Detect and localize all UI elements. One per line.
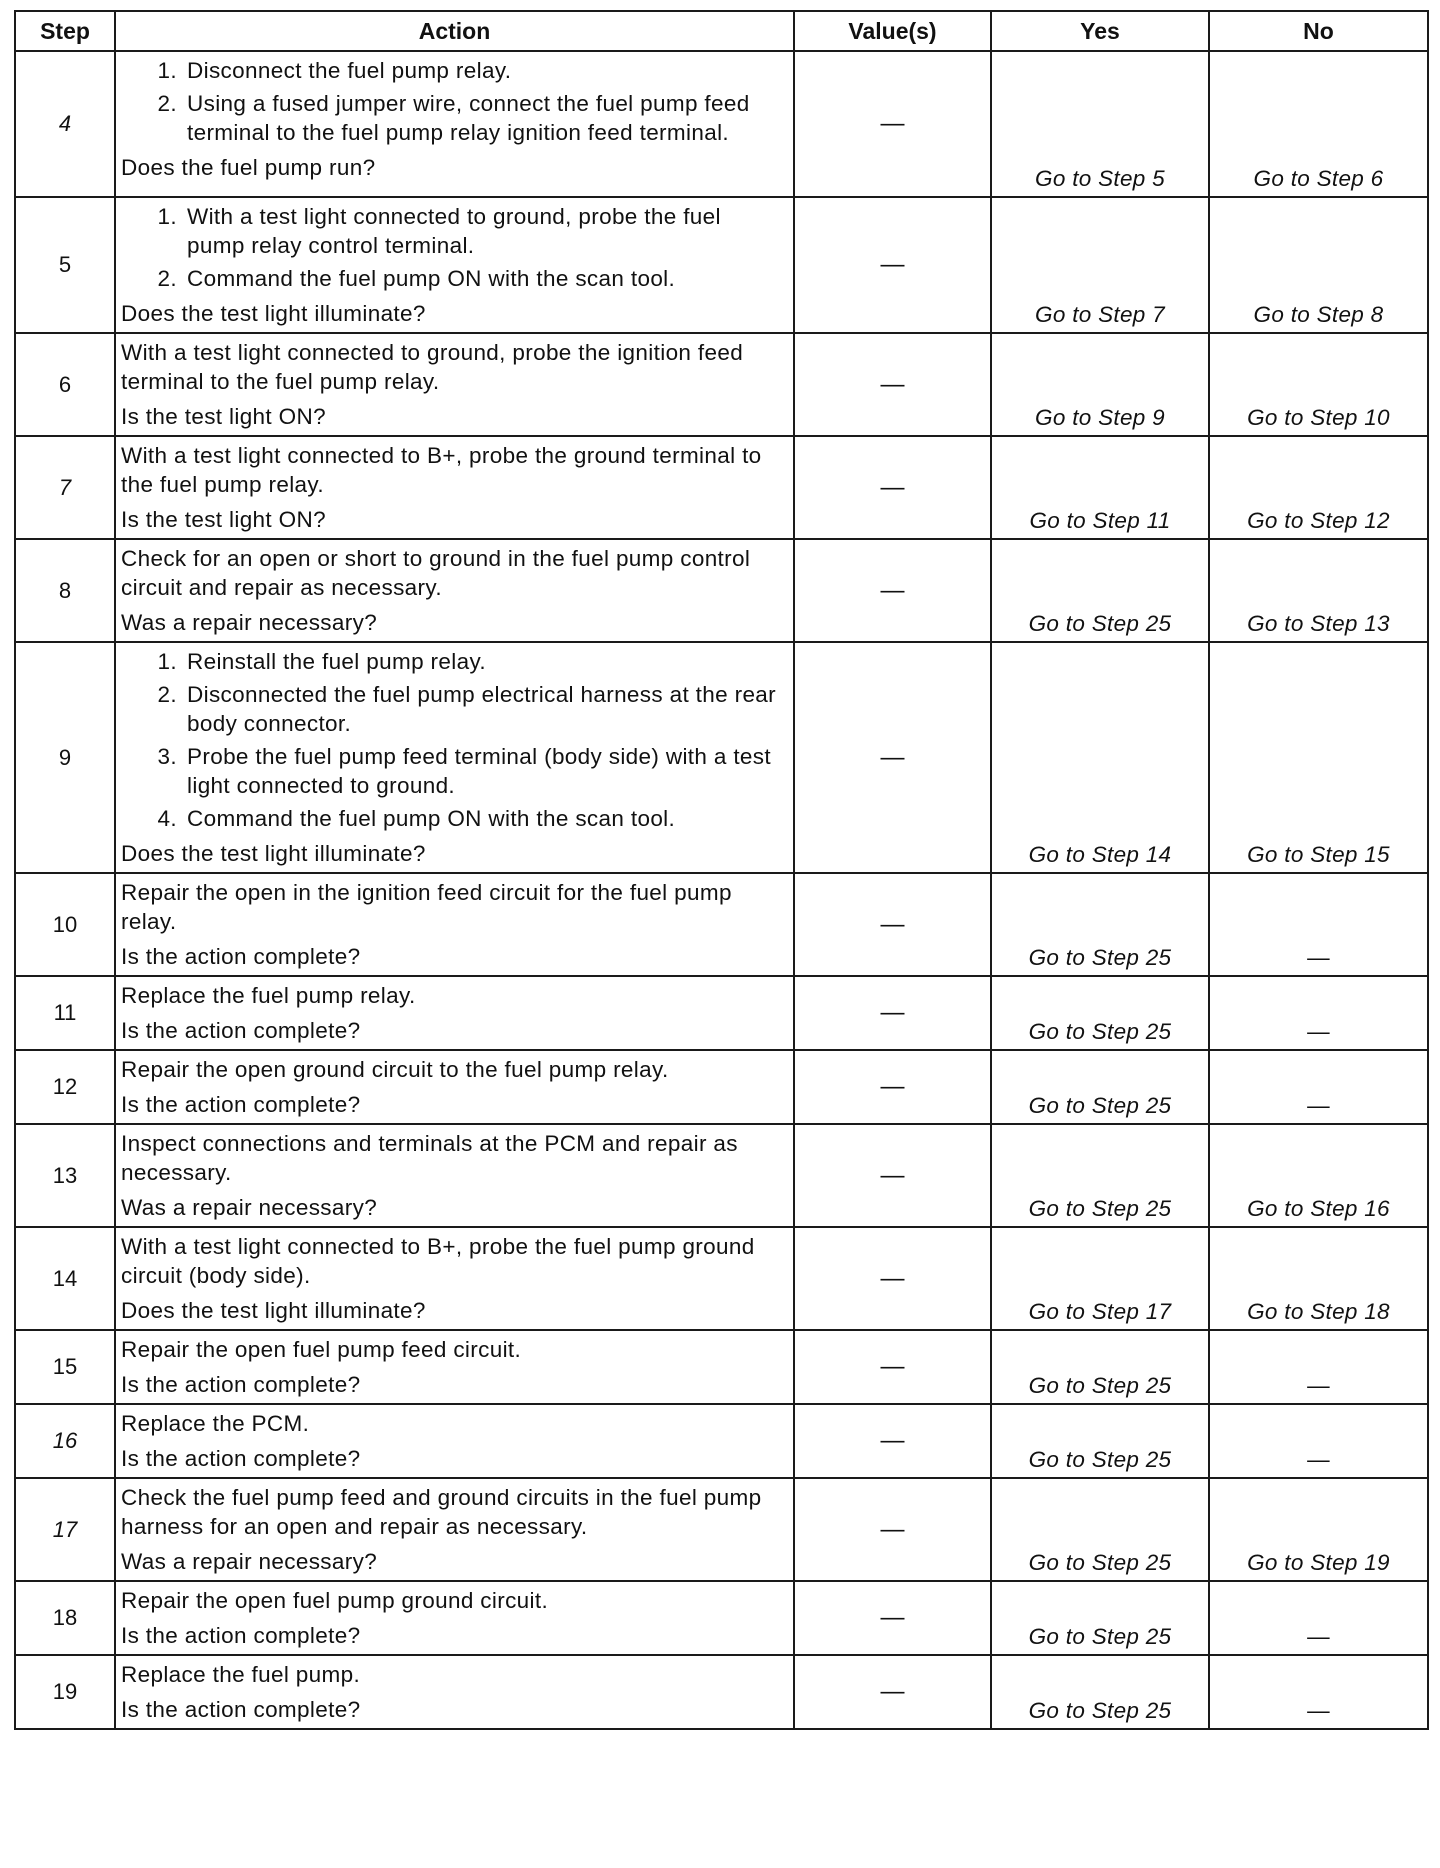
step-number: 18	[15, 1581, 115, 1655]
no-cell: —	[1209, 1581, 1428, 1655]
no-cell: Go to Step 6	[1209, 51, 1428, 197]
action-text: Repair the open ground circuit to the fuel pump relay.	[121, 1057, 669, 1082]
action-step-number: 2.	[157, 682, 177, 707]
action-text: With a test light connected to B+, probe the fuel pump ground circuit (body side).	[121, 1234, 755, 1288]
action-step-text: Reinstall the fuel pump relay.	[187, 649, 486, 674]
action-step-item	[121, 89, 783, 147]
table-row	[15, 1227, 1428, 1330]
value-cell: —	[794, 51, 991, 197]
no-cell: Go to Step 16	[1209, 1124, 1428, 1227]
value-cell: —	[794, 1124, 991, 1227]
table-row	[15, 1124, 1428, 1227]
table-row	[15, 333, 1428, 436]
action-step-item	[121, 264, 783, 293]
action-cell	[115, 642, 794, 873]
no-cell: —	[1209, 1050, 1428, 1124]
action-step-number: 2.	[157, 266, 177, 291]
action-text: Replace the fuel pump relay.	[121, 983, 416, 1008]
action-step-item	[121, 804, 783, 833]
action-text: Repair the open fuel pump ground circuit.	[121, 1588, 549, 1613]
action-step-item	[121, 647, 783, 676]
yes-cell: Go to Step 25	[991, 1404, 1209, 1478]
action-cell	[115, 976, 794, 1050]
action-step-item	[121, 742, 783, 800]
value-cell: —	[794, 976, 991, 1050]
action-question: Is the test light ON?	[121, 404, 326, 429]
action-question: Is the action complete?	[121, 1092, 361, 1117]
yes-cell: Go to Step 25	[991, 873, 1209, 976]
step-number: 8	[15, 539, 115, 642]
action-question: Is the test light ON?	[121, 507, 326, 532]
action-question: Is the action complete?	[121, 1018, 361, 1043]
action-cell	[115, 539, 794, 642]
yes-cell: Go to Step 25	[991, 1478, 1209, 1581]
yes-cell: Go to Step 25	[991, 1330, 1209, 1404]
action-step-text: With a test light connected to ground, probe the fuel pump relay control terminal.	[187, 204, 721, 258]
action-cell	[115, 1404, 794, 1478]
step-number: 14	[15, 1227, 115, 1330]
yes-cell: Go to Step 17	[991, 1227, 1209, 1330]
table-body	[15, 51, 1428, 1729]
action-step-text: Using a fused jumper wire, connect the fuel pump feed terminal to the fuel pump relay ignition feed terminal.	[187, 91, 750, 145]
no-cell: Go to Step 15	[1209, 642, 1428, 873]
table-row	[15, 1581, 1428, 1655]
table-row	[15, 1478, 1428, 1581]
header-step: Step	[15, 11, 115, 51]
action-question: Is the action complete?	[121, 1623, 361, 1648]
no-cell: —	[1209, 1330, 1428, 1404]
action-step-item	[121, 56, 783, 85]
step-number: 12	[15, 1050, 115, 1124]
header-no: No	[1209, 11, 1428, 51]
table-row	[15, 1404, 1428, 1478]
action-cell	[115, 197, 794, 333]
value-cell: —	[794, 539, 991, 642]
no-cell: Go to Step 12	[1209, 436, 1428, 539]
no-cell: Go to Step 10	[1209, 333, 1428, 436]
action-step-number: 1.	[157, 649, 177, 674]
no-cell: Go to Step 18	[1209, 1227, 1428, 1330]
action-cell	[115, 873, 794, 976]
action-text: Check for an open or short to ground in the fuel pump control circuit and repair as necessary.	[121, 546, 751, 600]
action-question: Does the test light illuminate?	[121, 841, 426, 866]
yes-cell: Go to Step 7	[991, 197, 1209, 333]
action-cell	[115, 333, 794, 436]
action-cell	[115, 1478, 794, 1581]
yes-cell: Go to Step 25	[991, 976, 1209, 1050]
header-yes: Yes	[991, 11, 1209, 51]
action-question: Is the action complete?	[121, 1697, 361, 1722]
action-question: Was a repair necessary?	[121, 1549, 378, 1574]
no-cell: —	[1209, 873, 1428, 976]
step-number: 7	[15, 436, 115, 539]
value-cell: —	[794, 1655, 991, 1729]
action-step-text: Probe the fuel pump feed terminal (body side) with a test light connected to ground.	[187, 744, 771, 798]
action-question: Was a repair necessary?	[121, 610, 378, 635]
step-number: 13	[15, 1124, 115, 1227]
table-row	[15, 1050, 1428, 1124]
yes-cell: Go to Step 5	[991, 51, 1209, 197]
action-step-text: Command the fuel pump ON with the scan tool.	[187, 806, 676, 831]
action-text: With a test light connected to ground, probe the ignition feed terminal to the fuel pump relay.	[121, 340, 744, 394]
action-step-text: Command the fuel pump ON with the scan tool.	[187, 266, 676, 291]
table-header-row	[15, 11, 1428, 51]
action-text: Repair the open in the ignition feed circuit for the fuel pump relay.	[121, 880, 732, 934]
action-question: Was a repair necessary?	[121, 1195, 378, 1220]
action-cell	[115, 1581, 794, 1655]
action-question: Is the action complete?	[121, 1446, 361, 1471]
action-step-number: 1.	[157, 58, 177, 83]
action-step-text: Disconnect the fuel pump relay.	[187, 58, 512, 83]
value-cell: —	[794, 642, 991, 873]
action-question: Does the fuel pump run?	[121, 155, 376, 180]
action-step-item	[121, 202, 783, 260]
value-cell: —	[794, 1330, 991, 1404]
table-row	[15, 642, 1428, 873]
table-row	[15, 1655, 1428, 1729]
step-number: 17	[15, 1478, 115, 1581]
value-cell: —	[794, 1404, 991, 1478]
yes-cell: Go to Step 25	[991, 1050, 1209, 1124]
value-cell: —	[794, 436, 991, 539]
value-cell: —	[794, 1581, 991, 1655]
action-step-number: 2.	[157, 91, 177, 116]
header-action: Action	[115, 11, 794, 51]
table-row	[15, 436, 1428, 539]
yes-cell: Go to Step 9	[991, 333, 1209, 436]
yes-cell: Go to Step 25	[991, 539, 1209, 642]
table-row	[15, 976, 1428, 1050]
action-question: Is the action complete?	[121, 1372, 361, 1397]
action-steps-list	[121, 202, 783, 293]
table-row	[15, 539, 1428, 642]
action-text: Repair the open fuel pump feed circuit.	[121, 1337, 522, 1362]
value-cell: —	[794, 1227, 991, 1330]
no-cell: Go to Step 19	[1209, 1478, 1428, 1581]
action-cell	[115, 1330, 794, 1404]
yes-cell: Go to Step 25	[991, 1581, 1209, 1655]
action-step-text: Disconnected the fuel pump electrical harness at the rear body connector.	[187, 682, 777, 736]
action-question: Does the test light illuminate?	[121, 1298, 426, 1323]
yes-cell: Go to Step 25	[991, 1124, 1209, 1227]
no-cell: —	[1209, 1655, 1428, 1729]
value-cell: —	[794, 333, 991, 436]
step-number: 6	[15, 333, 115, 436]
table-row	[15, 873, 1428, 976]
action-step-number: 4.	[157, 806, 177, 831]
value-cell: —	[794, 873, 991, 976]
step-number: 4	[15, 51, 115, 197]
value-cell: —	[794, 197, 991, 333]
value-cell: —	[794, 1050, 991, 1124]
diagnostic-table-sheet	[14, 10, 1427, 1730]
yes-cell: Go to Step 25	[991, 1655, 1209, 1729]
step-number: 19	[15, 1655, 115, 1729]
step-number: 5	[15, 197, 115, 333]
action-step-number: 1.	[157, 204, 177, 229]
no-cell: —	[1209, 976, 1428, 1050]
yes-cell: Go to Step 14	[991, 642, 1209, 873]
action-text: With a test light connected to B+, probe the ground terminal to the fuel pump relay.	[121, 443, 762, 497]
action-step-item	[121, 680, 783, 738]
action-cell	[115, 51, 794, 197]
step-number: 16	[15, 1404, 115, 1478]
action-steps-list	[121, 56, 783, 147]
action-question: Is the action complete?	[121, 944, 361, 969]
diagnostic-table	[14, 10, 1429, 1730]
action-question: Does the test light illuminate?	[121, 301, 426, 326]
action-cell	[115, 1655, 794, 1729]
action-cell	[115, 1227, 794, 1330]
action-cell	[115, 1124, 794, 1227]
step-number: 11	[15, 976, 115, 1050]
value-cell: —	[794, 1478, 991, 1581]
action-cell	[115, 436, 794, 539]
no-cell: Go to Step 13	[1209, 539, 1428, 642]
step-number: 10	[15, 873, 115, 976]
action-step-number: 3.	[157, 744, 177, 769]
action-text: Inspect connections and terminals at the PCM and repair as necessary.	[121, 1131, 738, 1185]
step-number: 15	[15, 1330, 115, 1404]
yes-cell: Go to Step 11	[991, 436, 1209, 539]
action-steps-list	[121, 647, 783, 833]
action-text: Replace the PCM.	[121, 1411, 310, 1436]
header-values: Value(s)	[794, 11, 991, 51]
action-text: Check the fuel pump feed and ground circuits in the fuel pump harness for an open and repair as necessary.	[121, 1485, 762, 1539]
table-row	[15, 1330, 1428, 1404]
no-cell: —	[1209, 1404, 1428, 1478]
table-row	[15, 197, 1428, 333]
table-row	[15, 51, 1428, 197]
action-text: Replace the fuel pump.	[121, 1662, 361, 1687]
no-cell: Go to Step 8	[1209, 197, 1428, 333]
step-number: 9	[15, 642, 115, 873]
action-cell	[115, 1050, 794, 1124]
